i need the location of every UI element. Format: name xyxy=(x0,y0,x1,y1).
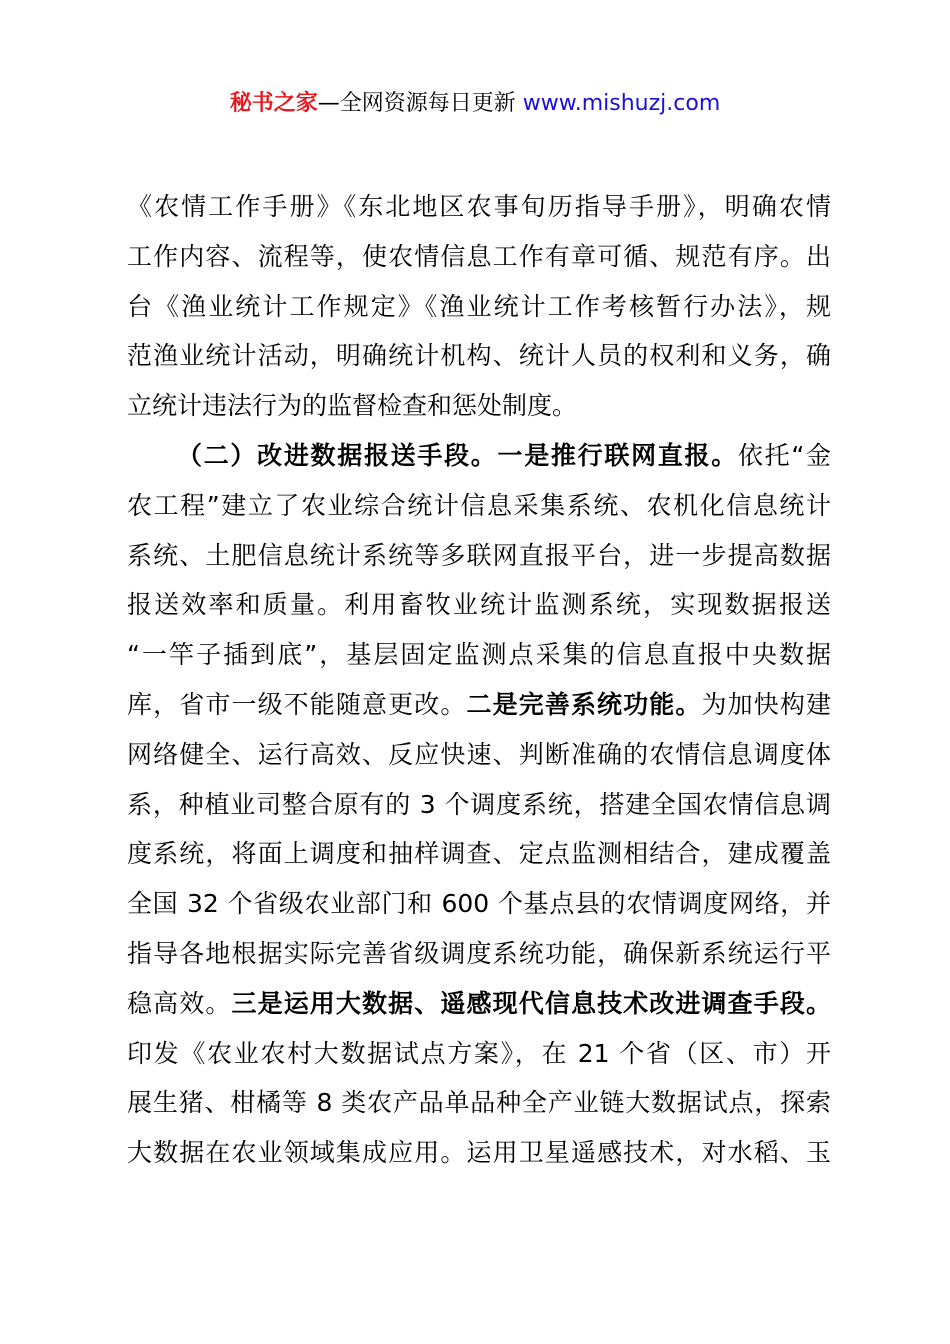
text-line xyxy=(127,829,831,879)
text-run: 工作内容、流程等，使农情信息工作有章可循、规范有序。出 xyxy=(127,241,831,271)
text-line xyxy=(127,481,831,531)
site-tagline: —全网资源每日更新 xyxy=(317,91,523,116)
text-line xyxy=(127,1078,831,1128)
text-run: 指导各地根据实际完善省级调度系统功能，确保新系统运行平 xyxy=(127,938,831,968)
text-run: 系，种植业司整合原有的 3 个调度系统，搭建全国农情信息调 xyxy=(127,789,831,819)
section-heading: （二）改进数据报送手段。一是推行联网直报。 xyxy=(177,440,738,470)
text-line xyxy=(127,630,831,680)
site-header xyxy=(0,88,950,120)
text-run: 依托“金 xyxy=(737,440,831,470)
text-line xyxy=(127,580,831,630)
site-url[interactable]: www.mishuzj.com xyxy=(522,91,721,116)
text-run: 台《渔业统计工作规定》《渔业统计工作考核暂行办法》，规 xyxy=(127,291,831,321)
text-run: 大数据在农业领域集成应用。运用卫星遥感技术，对水稻、玉 xyxy=(127,1138,831,1168)
text-line xyxy=(127,979,831,1029)
text-line xyxy=(127,331,831,381)
text-run: 立统计违法行为的监督检查和惩处制度。 xyxy=(127,391,578,421)
text-line xyxy=(127,780,831,830)
text-run: 度系统，将面上调度和抽样调查、定点监测相结合，建成覆盖 xyxy=(127,839,831,869)
text-run: 印发《农业农村大数据试点方案》，在 21 个省（区、市）开 xyxy=(127,1038,831,1068)
text-run: 全国 32 个省级农业部门和 600 个基点县的农情调度网络，并 xyxy=(127,889,831,919)
text-line xyxy=(127,282,831,332)
text-run: 农工程”建立了农业综合统计信息采集系统、农机化信息统计 xyxy=(127,490,831,520)
document-body xyxy=(127,182,831,1178)
text-line xyxy=(127,879,831,929)
text-line xyxy=(127,531,831,581)
text-run: 报送效率和质量。利用畜牧业统计监测系统，实现数据报送 xyxy=(127,590,831,620)
site-brand: 秘书之家 xyxy=(229,91,318,116)
text-run: 展生猪、柑橘等 8 类农产品单品种全产业链大数据试点，探索 xyxy=(127,1088,831,1118)
text-line xyxy=(127,730,831,780)
text-run: 为加快构建 xyxy=(701,689,831,719)
text-run: 网络健全、运行高效、反应快速、判断准确的农情信息调度体 xyxy=(127,739,831,769)
text-run: 稳高效。 xyxy=(127,988,232,1018)
text-line xyxy=(127,232,831,282)
text-run: “一竿子插到底”，基层固定监测点采集的信息直报中央数据 xyxy=(127,640,831,670)
bold-phrase: 二是完善系统功能。 xyxy=(466,689,702,719)
text-line xyxy=(127,1029,831,1079)
text-line xyxy=(127,381,831,431)
text-run: 范渔业统计活动，明确统计机构、统计人员的权利和义务，确 xyxy=(127,341,831,371)
text-line xyxy=(127,182,831,232)
text-line xyxy=(127,1128,831,1178)
text-run: 库，省市一级不能随意更改。 xyxy=(127,689,467,719)
text-line xyxy=(127,680,831,730)
bold-phrase: 三是运用大数据、遥感现代信息技术改进调查手段。 xyxy=(231,988,831,1018)
section-heading-line xyxy=(127,431,831,481)
text-line xyxy=(127,929,831,979)
text-run: 系统、土肥信息统计系统等多联网直报平台，进一步提高数据 xyxy=(127,540,831,570)
text-run: 《农情工作手册》《东北地区农事旬历指导手册》，明确农情 xyxy=(127,192,831,221)
